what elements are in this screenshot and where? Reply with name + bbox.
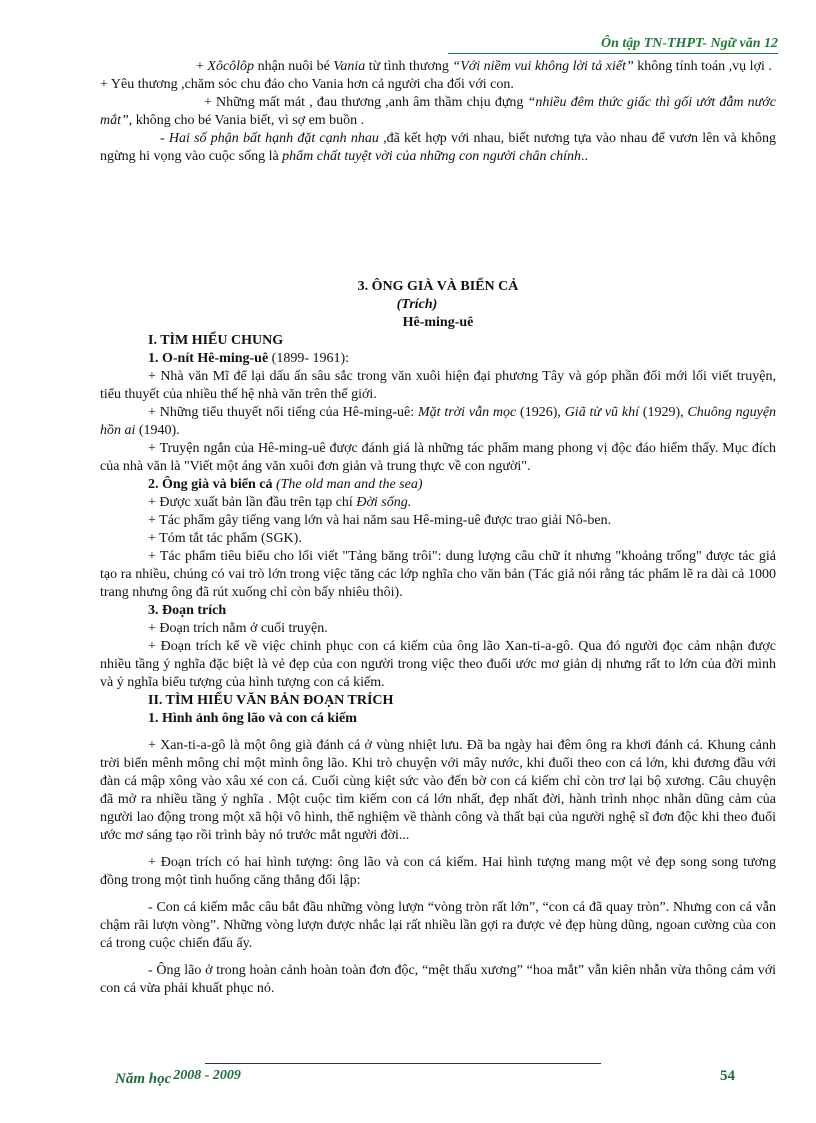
section-2-para-4: - Ông lão ở trong hoàn cảnh hoàn toàn đơn độc, “mệt thấu xương” “hoa mắt” vẫn kiên nhẫn vừa thông cảm với con cá vừa phải khuất phục nó. (100, 963, 776, 996)
top-para-2: + Yêu thương ,chăm sóc chu đáo cho Vania hơn cả người cha đối với con. (100, 77, 514, 92)
section-1-c3: + Tóm tắt tác phẩm (SGK). (148, 531, 302, 546)
top-para-3: + Những mất mát , đau thương ,anh âm thầm chịu đựng “nhiều đêm thức giấc thì gối ướt đẫm nước mắt”, không cho bé Vania biết, vì sợ em buồn . (100, 95, 776, 128)
header-title: Ôn tập TN-THPT- Ngữ văn 12 (600, 36, 778, 51)
top-para-1: + Xôcôlôp nhận nuôi bé Vania từ tình thương “Với niềm vui không lời tả xiết” không tính toán ,vụ lợi . (196, 59, 772, 74)
section-1-c1: + Được xuất bản lần đầu trên tạp chí Đời sống. (148, 495, 412, 510)
section-2-para-1: + Xan-ti-a-gô là một ông già đánh cá ở vùng nhiệt lưu. Đã ba ngày hai đêm ông ra khơi đánh cá. Khung cảnh trời biển mênh mông chỉ một mình ông lão. Khi trò chuyện với mây nước, khi đuổi theo con cá lớn, khi đương đầu với đàn cá mập xông vào xâu xé con cá. Cuối cùng kiệt sức vào đến bờ con cá kiếm chỉ còn trơ lại bộ xương. Câu chuyện đã mở ra nhiều tầng ý nghĩa . Một cuộc tìm kiếm con cá lớn nhất, đẹp nhất đời, hành trình nhọc nhằn dũng cảm của người lao động trong một xã hội vô hình, thể nghiệm về thành công và thất bại của người nghệ sĩ đơn độc khi theo đuổi ước mơ sáng tạo rồi trình bày nó trước mắt người đời... (100, 738, 776, 843)
top-continuation (100, 58, 776, 166)
lesson-title-block (100, 278, 776, 332)
lesson-author: Hê-ming-uê (402, 315, 474, 330)
footer-rule (205, 1063, 601, 1064)
section-1-bullet-2: + Những tiểu thuyết nổi tiếng của Hê-ming-uê: Mặt trời vẫn mọc (1926), Giã từ vũ khí (1929), Chuông nguyện hồn ai (1940). (100, 405, 777, 438)
page-number: 54 (720, 1068, 735, 1084)
section-2-heading: II. TÌM HIỂU VĂN BẢN ĐOẠN TRÍCH (148, 693, 394, 708)
section-1-heading: I. TÌM HIỂU CHUNG (148, 333, 284, 348)
section-2-para-2: + Đoạn trích có hai hình tượng: ông lão và con cá kiếm. Hai hình tượng mang một vẻ đẹp song song tương đồng trong một tình huống căng thẳng đối lập: (100, 855, 776, 888)
section-1-d1: + Đoạn trích nằm ở cuối truyện. (148, 621, 328, 636)
section-1 (100, 332, 776, 998)
footer-years: 2008 - 2009 (173, 1068, 241, 1083)
section-1-c2: + Tác phẩm gây tiếng vang lớn và hai năm sau Hê-ming-uê được trao giải Nô-ben. (148, 513, 612, 528)
lesson-title: 3. ÔNG GIÀ VÀ BIỂN CẢ (357, 279, 519, 294)
section-1-sub-3: 3. Đoạn trích (148, 603, 227, 618)
section-2-sub-1: 1. Hình ảnh ông lão và con cá kiếm (148, 711, 357, 726)
section-1-c4: + Tác phẩm tiêu biểu cho lối viết "Tảng băng trôi": dung lượng câu chữ ít nhưng "khoảng trống" được tác giả tạo ra nhiều, chúng có vai trò lớn trong việc tăng các lớp nghĩa cho văn bản (Tác giả nói rằng tác phẩm lẽ ra dài cả 1000 trang nhưng ông đã rút xuống chỉ còn bấy nhiêu thôi). (100, 549, 776, 600)
header-rule (448, 53, 778, 54)
section-1-sub-1: 1. O-nít Hê-ming-uê (1899- 1961): (148, 351, 350, 366)
section-1-bullet-3: + Truyện ngắn của Hê-ming-uê được đánh giá là những tác phẩm mang phong vị độc đáo hiếm thấy. Mục đích của nhà văn là "Viết một áng văn xuôi đơn giản và trung thực về con người". (100, 441, 776, 474)
top-para-4: - Hai số phận bất hạnh đặt cạnh nhau ,đã kết hợp với nhau, biết nương tựa vào nhau để vươn lên và không ngừng hi vọng vào cuộc sống là phẩm chất tuyệt vời của những con người chân chính.. (100, 131, 776, 164)
footer-label: Năm học (115, 1071, 172, 1087)
page-header (448, 36, 778, 54)
section-1-bullet-1: + Nhà văn Mĩ để lại dấu ấn sâu sắc trong văn xuôi hiện đại phương Tây và góp phần đổi mới lối viết truyện, tiểu thuyết của nhiều thế hệ nhà văn trên thế giới. (100, 369, 776, 402)
lesson-subtitle: (Trích) (396, 297, 438, 312)
footer-school-year (115, 1068, 241, 1088)
section-1-sub-2: 2. Ông già và biển cả (The old man and the sea) (148, 477, 423, 492)
section-1-d2: + Đoạn trích kể về việc chinh phục con cá kiếm của ông lão Xan-ti-a-gô. Qua đó người đọc cảm nhận được nhiều tầng ý nghĩa đặc biệt là vẻ đẹp của con người trong việc theo đuổi ước mơ giản dị nhưng rất to lớn của đời mình và ý nghĩa biểu tượng của hình tượng con cá kiếm. (100, 639, 776, 690)
section-2-para-3: - Con cá kiếm mắc câu bắt đầu những vòng lượn “vòng tròn rất lớn”, “con cá đã quay tròn”. Nhưng con cá vẫn chậm rãi lượn vòng”. Những vòng lượn được nhắc lại rất nhiều lần gợi ra được vẻ đẹp hùng dũng, ngoan cường của con cá trong cuộc chiến đấu ấy. (100, 900, 776, 951)
